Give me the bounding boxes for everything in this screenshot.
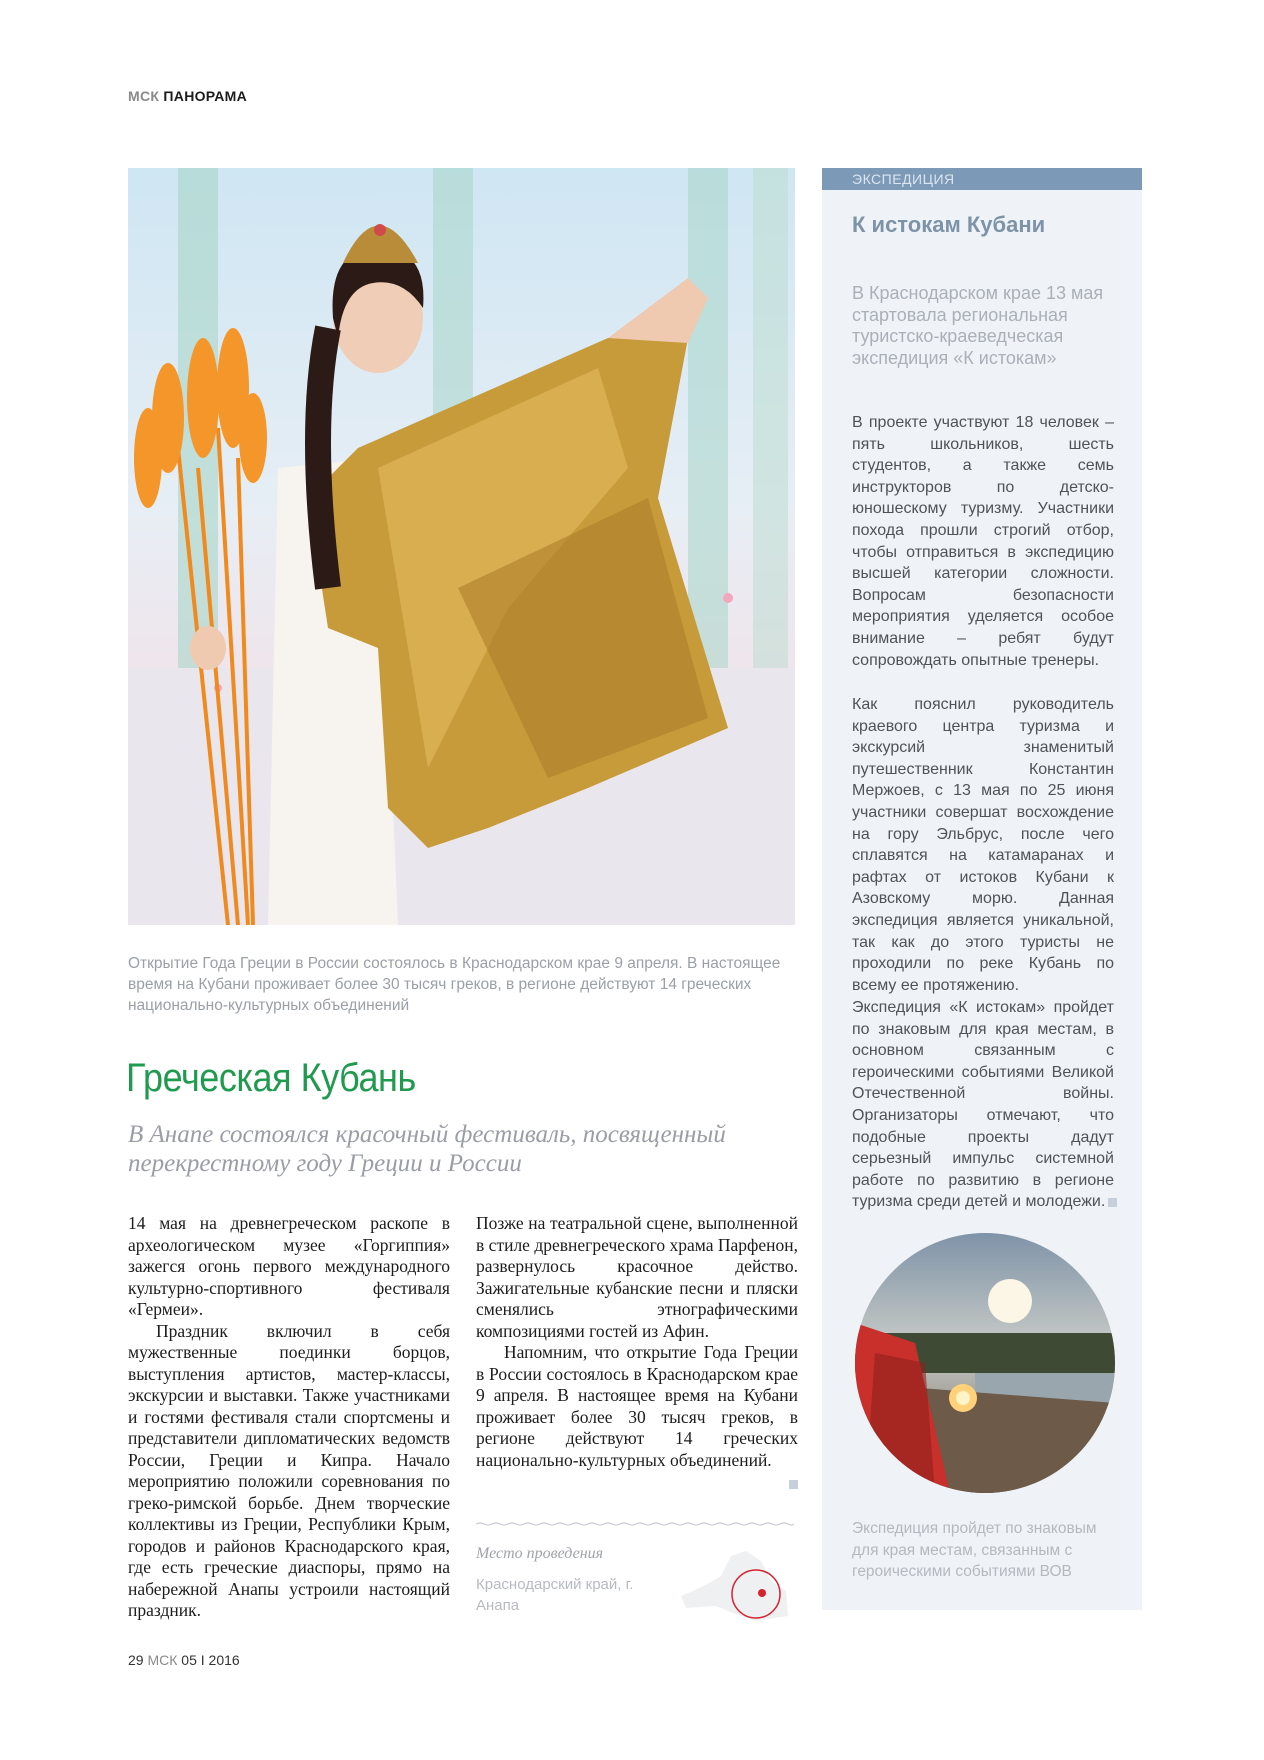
paragraph: Праздник включил в себя мужественные поединки борцов, выступления артистов, мастер-классы, экскурсии и выставки. Также участниками и гостями фестиваля стали спортсмены и представители дипломатических ведомств России, Греции и Кипра. Начало мероприятию положили соревнования по греко-римской борьбе. Днем творческие коллективы из Греции, Республики Крым, городов и районов Краснодарского края, где есть греческие диаспоры, прямо на набережной Анапы устроили настоящий праздник. xyxy=(128,1320,450,1620)
footer-separator: I xyxy=(200,1652,205,1668)
wavy-divider xyxy=(476,1522,794,1526)
place-label: Место проведения xyxy=(476,1545,604,1562)
end-mark xyxy=(789,1480,798,1489)
running-header xyxy=(128,88,247,104)
place-value: Краснодарский край, г. Анапа xyxy=(476,1576,634,1614)
paragraph: 14 мая на древнегреческом раскопе в археологическом музее «Горгиппия» зажегся огонь первого международного культурно-спортивного фестиваля «Гермеи». xyxy=(128,1213,450,1319)
sidebar-paragraph: Экспедиция «К истокам» пройдет по знаковым для края местам, в основном связанным с героическими событиями Великой Отечественной войны. Организаторы отмечают, что подобные проекты дадут серьезный импульс системной работе по развитию в регионе туризма среди детей и молодежи. xyxy=(852,999,1114,1211)
sidebar-paragraph: В проекте участвуют 18 человек – пять школьников, шесть студентов, а также семь инструкторов по детско-юношескому туризму. Участники похода прошли строгий отбор, чтобы отправиться в экспедицию высшей категории сложности. Вопросам безопасности мероприятия уделяется особое внимание – ребят будут сопровождать опытные тренеры. xyxy=(852,414,1114,669)
article-subtitle: В Анапе состоялся красочный фестиваль, посвященный перекрестному году Греции и России xyxy=(128,1121,726,1177)
magazine-name: МСК xyxy=(128,88,160,104)
end-mark-wrap xyxy=(476,1473,798,1495)
sidebar-end-mark xyxy=(1108,1198,1117,1207)
singer-illustration xyxy=(128,168,795,925)
footer-year: 2016 xyxy=(208,1652,240,1668)
footer-issue: 05 xyxy=(181,1652,197,1668)
article-column-1 xyxy=(128,1213,450,1622)
sidebar-photo-caption: Экспедиция пройдет по знаковым для края местам, связанным с героическими событиями ВОВ xyxy=(852,1520,1097,1580)
sidebar-paragraph: Как пояснил руководитель краевого центра туризма и экскурсий знаменитый путешественник Константин Мержоев, с 13 мая по 25 июня участники совершат восхождение на гору Эльбрус, после чего сплавятся на катамаранах и рафтах от истоков Кубани к Азовскому морю. Данная экспедиция является уникальной, так как до этого туристы не проходили по реке Кубань по всему ее протяжению. xyxy=(852,696,1114,994)
sidebar-lead: В Краснодарском крае 13 мая стартовала региональная туристско-краеведческая экспедиция «К истокам» xyxy=(852,283,1104,368)
page-number: 29 xyxy=(128,1652,144,1668)
sidebar-tag: ЭКСПЕДИЦИЯ xyxy=(822,168,1142,190)
paragraph: Позже на театральной сцене, выполненной в стиле древнегреческого храма Парфенон, развернулось красочное действо. Зажигательные кубанские песни и пляски сменялись этнографическими композициями гостей из Афин. xyxy=(476,1213,798,1341)
footer-magazine: МСК xyxy=(147,1652,178,1668)
photo-caption: Открытие Года Греции в России состоялось в Краснодарском крае 9 апреля. В настоящее время на Кубани проживает более 30 тысяч греков, в регионе действуют 14 греческих национально-культурных объединений xyxy=(128,955,781,1014)
sidebar-title: К истокам Кубани xyxy=(852,212,1046,237)
page-footer xyxy=(128,1652,240,1668)
main-photo xyxy=(128,168,795,925)
article-title: Греческая Кубань xyxy=(126,1056,416,1100)
expedition-photo xyxy=(855,1233,1115,1493)
campfire-illustration xyxy=(855,1233,1115,1493)
article-column-2 xyxy=(476,1213,798,1495)
paragraph: Напомним, что открытие Года Греции в России состоялось в Краснодарском крае 9 апреля. В настоящее время на Кубани проживает более 30 тысяч греков, в регионе действуют 14 греческих национально-культурных объединений. xyxy=(476,1342,798,1470)
section-name: ПАНОРАМА xyxy=(163,88,247,104)
map-icon xyxy=(676,1536,796,1626)
